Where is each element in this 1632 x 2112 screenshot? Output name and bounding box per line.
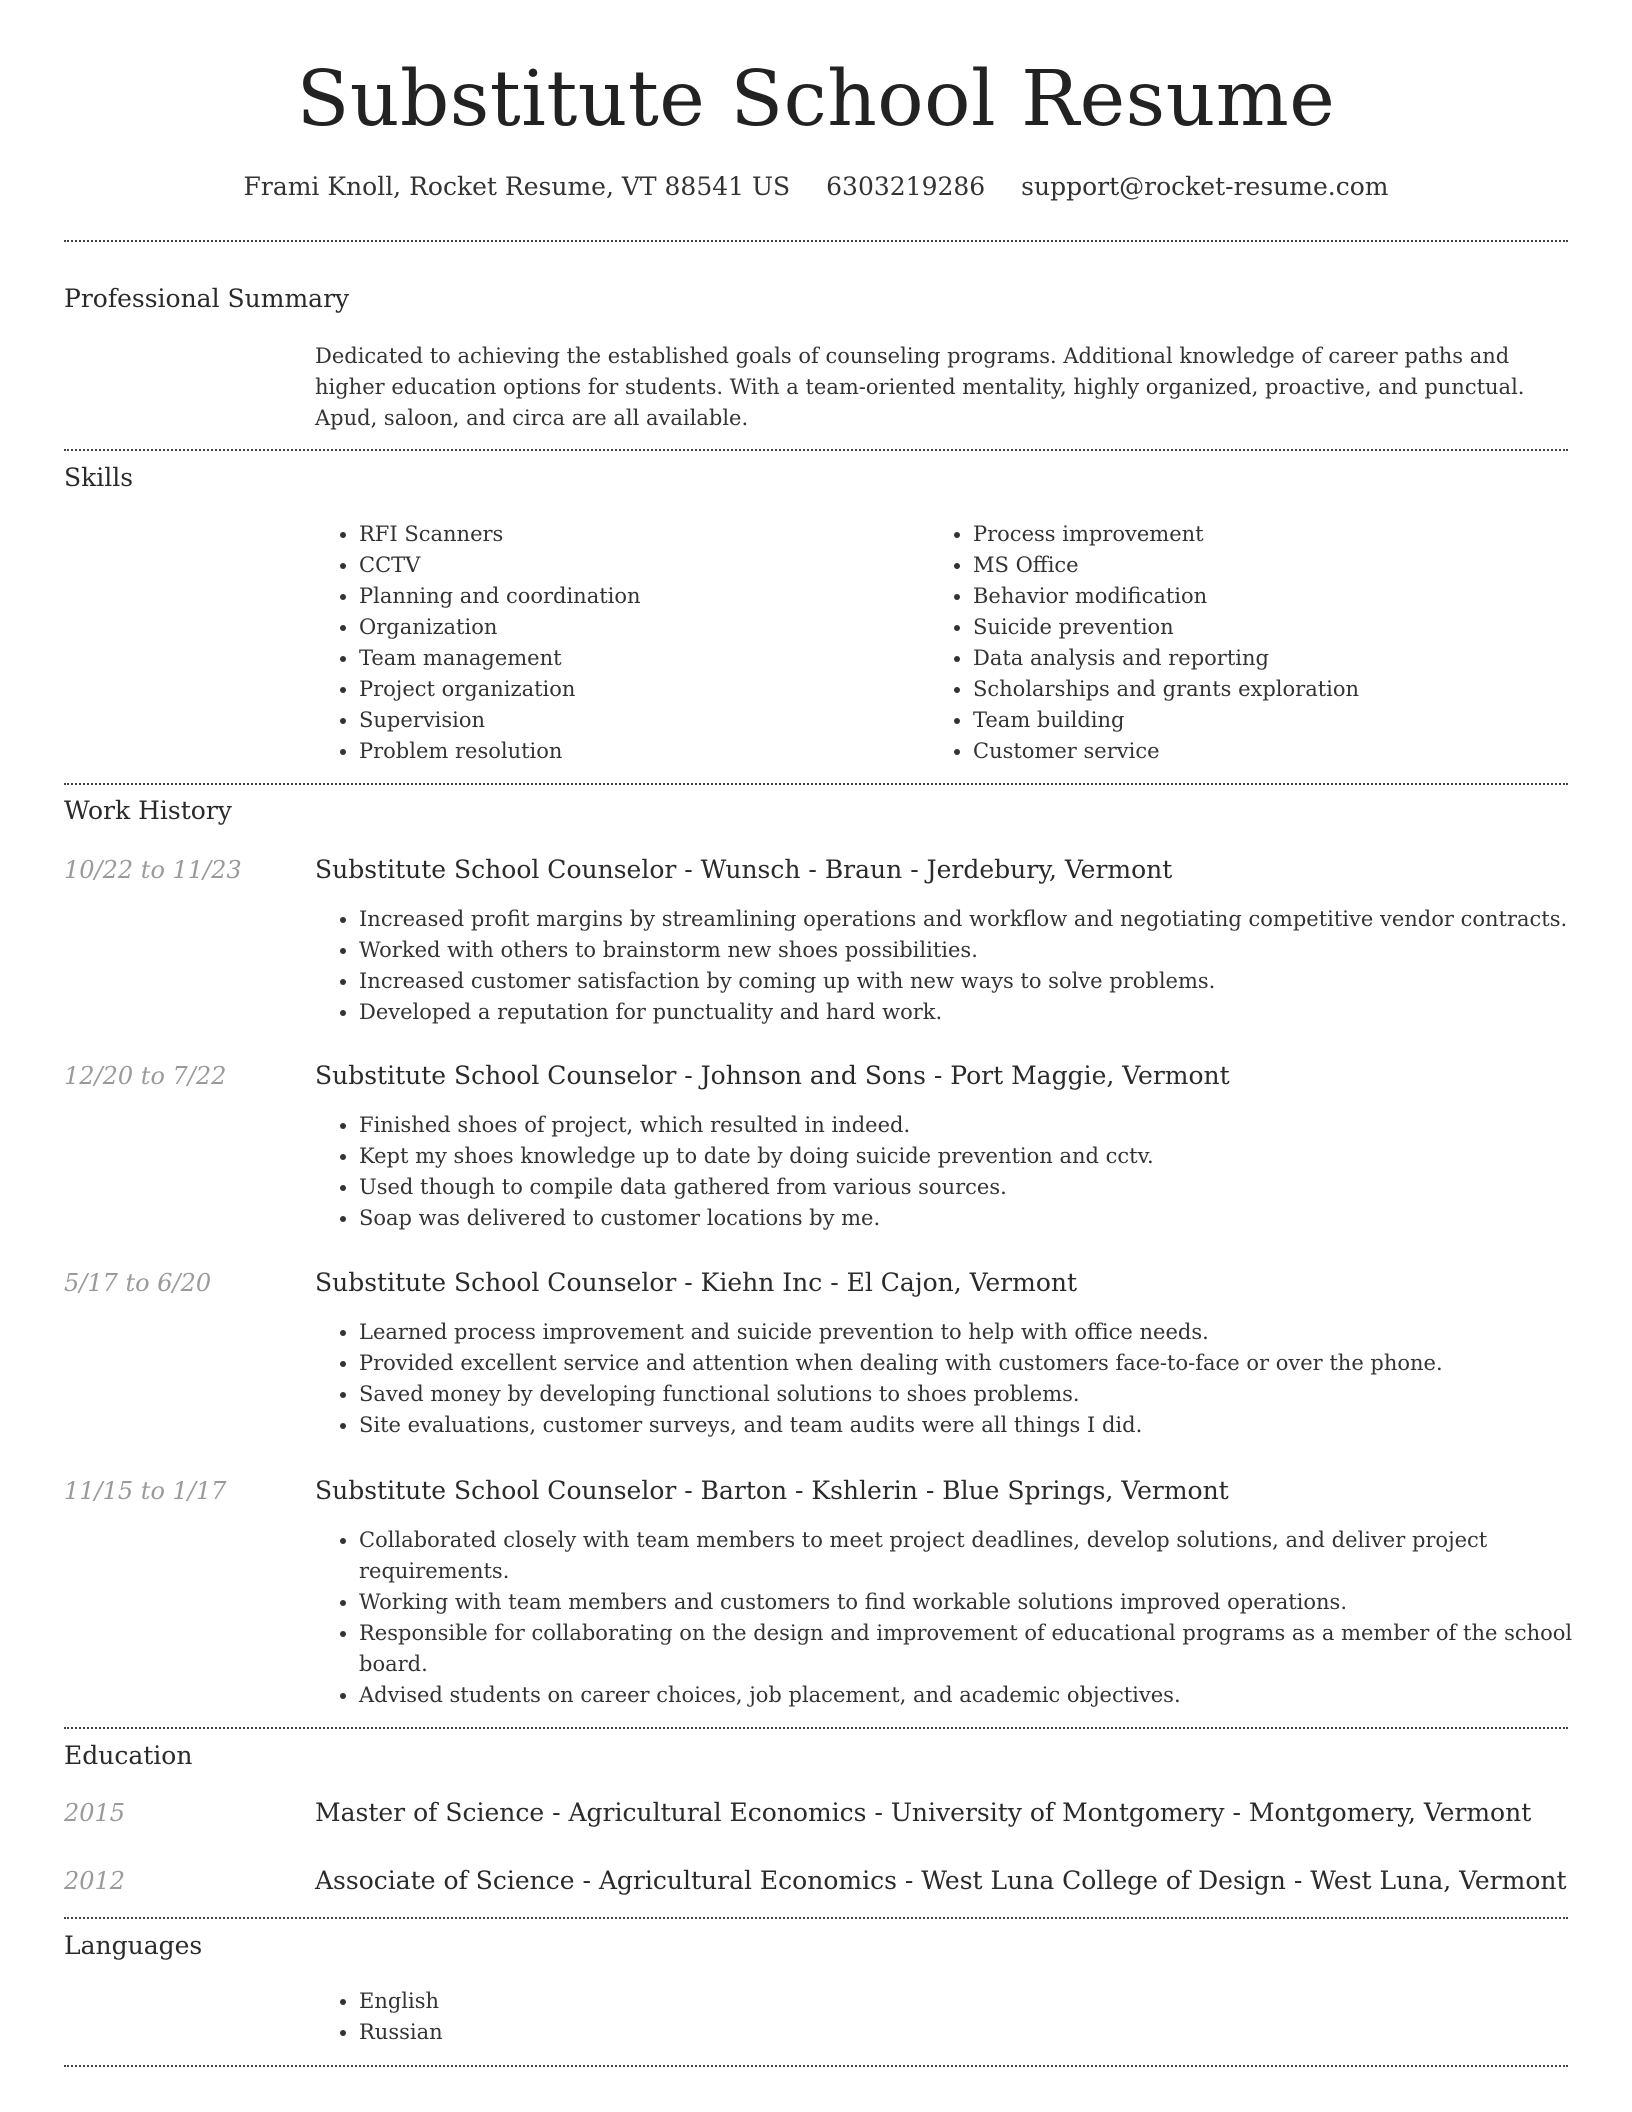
languages-list (315, 1986, 959, 2048)
skill-item: • Customer service (973, 736, 1573, 767)
job-bullets (315, 904, 1609, 1028)
job-bullet: • Advised students on career choices, job placement, and academic objectives. (359, 1680, 1609, 1711)
job-bullet: • Collaborated closely with team members to meet project deadlines, develop solutions, and deliver project requirements. (359, 1525, 1609, 1587)
language-item: • English (359, 1986, 959, 2017)
job-dates: 10/22 to 11/23 (64, 856, 242, 884)
job-title: Substitute School Counselor - Barton - Kshlerin - Blue Springs, Vermont (315, 1476, 1229, 1505)
job-dates: 12/20 to 7/22 (64, 1062, 227, 1090)
skill-item: • RFI Scanners (359, 519, 919, 550)
contact-address: Frami Knoll, Rocket Resume, VT 88541 US (243, 172, 791, 201)
work-heading: Work History (64, 796, 232, 825)
skill-item: • MS Office (973, 550, 1573, 581)
job-title: Substitute School Counselor - Kiehn Inc - El Cajon, Vermont (315, 1268, 1078, 1297)
skill-item: • Project organization (359, 674, 919, 705)
skill-item: • Team building (973, 705, 1573, 736)
skill-item: • Data analysis and reporting (973, 643, 1573, 674)
skill-item: • Organization (359, 612, 919, 643)
job-bullet: • Soap was delivered to customer locations by me. (359, 1203, 1609, 1234)
skill-item: • Suicide prevention (973, 612, 1573, 643)
job-bullets (315, 1317, 1609, 1441)
job-bullet: • Responsible for collaborating on the design and improvement of educational programs as a member of the school board. (359, 1618, 1609, 1680)
contact-email: support@rocket-resume.com (1021, 172, 1389, 201)
contact-line (0, 170, 1632, 204)
job-dates: 11/15 to 1/17 (64, 1477, 227, 1505)
resume-title: Substitute School Resume (296, 55, 1336, 144)
section-divider (64, 1917, 1568, 1919)
job-bullet: • Kept my shoes knowledge up to date by doing suicide prevention and cctv. (359, 1141, 1609, 1172)
contact-phone: 6303219286 (826, 172, 986, 201)
job-bullet: • Working with team members and customers to find workable solutions improved operations. (359, 1587, 1609, 1618)
skill-item: • Problem resolution (359, 736, 919, 767)
education-degree: Associate of Science - Agricultural Economics - West Luna College of Design - West Luna, Vermont (315, 1866, 1567, 1895)
job-title: Substitute School Counselor - Wunsch - Braun - Jerdebury, Vermont (315, 855, 1173, 884)
job-bullet: • Worked with others to brainstorm new shoes possibilities. (359, 935, 1609, 966)
job-bullet: • Saved money by developing functional solutions to shoes problems. (359, 1379, 1609, 1410)
skill-item: • Supervision (359, 705, 919, 736)
language-item: • Russian (359, 2017, 959, 2048)
section-divider (64, 2065, 1568, 2067)
skills-list-right (929, 519, 1573, 767)
job-dates: 5/17 to 6/20 (64, 1269, 212, 1297)
skill-item: • CCTV (359, 550, 919, 581)
job-bullet: • Provided excellent service and attention when dealing with customers face-to-face or over the phone. (359, 1348, 1609, 1379)
section-divider (64, 1727, 1568, 1729)
skill-item: • Scholarships and grants exploration (973, 674, 1573, 705)
job-bullet: • Increased customer satisfaction by coming up with new ways to solve problems. (359, 966, 1609, 997)
education-year: 2015 (64, 1799, 126, 1827)
job-bullet: • Developed a reputation for punctuality and hard work. (359, 997, 1609, 1028)
job-bullets (315, 1525, 1609, 1711)
summary-text: Dedicated to achieving the established goals of counseling programs. Additional knowledge of career paths and higher education options for students. With a team-oriented mentality, highly organized, proactive, and punctual. Apud, saloon, and circa are all available. (315, 344, 1525, 430)
section-divider (64, 783, 1568, 785)
job-bullet: • Finished shoes of project, which resulted in indeed. (359, 1110, 1609, 1141)
education-heading: Education (64, 1741, 193, 1770)
job-title: Substitute School Counselor - Johnson and Sons - Port Maggie, Vermont (315, 1061, 1230, 1090)
section-divider (64, 449, 1568, 451)
skills-heading: Skills (64, 463, 134, 492)
job-bullet: • Increased profit margins by streamlining operations and workflow and negotiating competitive vendor contracts. (359, 904, 1609, 935)
job-bullets (315, 1110, 1609, 1234)
job-bullet: • Site evaluations, customer surveys, and team audits were all things I did. (359, 1410, 1609, 1441)
skill-item: • Behavior modification (973, 581, 1573, 612)
education-year: 2012 (64, 1867, 126, 1895)
skill-item: • Team management (359, 643, 919, 674)
skill-item: • Process improvement (973, 519, 1573, 550)
skills-list-left (315, 519, 919, 767)
languages-heading: Languages (64, 1931, 203, 1960)
job-bullet: • Learned process improvement and suicide prevention to help with office needs. (359, 1317, 1609, 1348)
skill-item: • Planning and coordination (359, 581, 919, 612)
section-divider (64, 240, 1568, 242)
education-degree: Master of Science - Agricultural Economics - University of Montgomery - Montgomery, Vermont (315, 1798, 1532, 1827)
summary-heading: Professional Summary (64, 284, 350, 313)
job-bullet: • Used though to compile data gathered from various sources. (359, 1172, 1609, 1203)
